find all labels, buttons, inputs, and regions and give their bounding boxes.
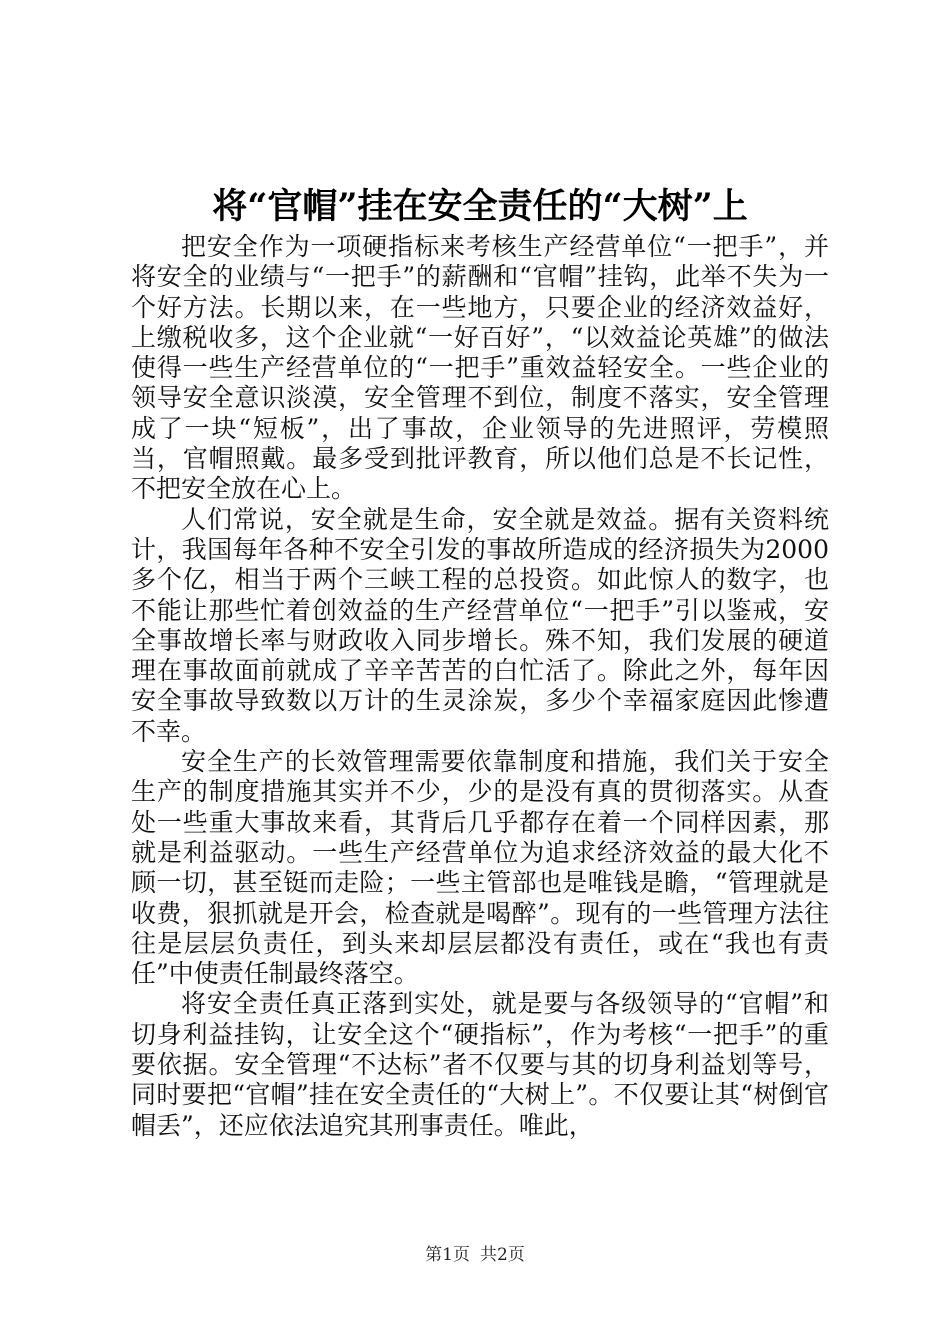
page-total: 共2页 (480, 1245, 525, 1265)
paragraph: 把安全作为一项硬指标来考核生产经营单位“一把手”，并将安全的业绩与“一把手”的薪酬和“官帽”挂钩，此举不失为一个好方法。长期以来，在一些地方，只要企业的经济效益好，上缴税收多，这个企业就“一好百好”，“以效益论英雄”的做法使得一些生产经营单位的“一把手”重效益轻安全。一些企业的领导安全意识淡漠，安全管理不到位，制度不落实，安全管理成了一块“短板”，出了事故，企业领导的先进照评，劳模照当，官帽照戴。最多受到批评教育，所以他们总是不长记性，不把安全放在心上。 (131, 232, 829, 504)
paragraph: 将安全责任真正落到实处，就是要与各级领导的“官帽”和切身利益挂钩，让安全这个“硬指标”，作为考核“一把手”的重要依据。安全管理“不达标”者不仅要与其的切身利益划等号，同时要把“官帽”挂在安全责任的“大树上”。不仅要让其“树倒官帽丢”，还应依法追究其刑事责任。唯此， (131, 989, 829, 1140)
paragraph: 安全生产的长效管理需要依靠制度和措施，我们关于安全生产的制度措施其实并不少，少的是没有真的贯彻落实。从查处一些重大事故来看，其背后几乎都存在着一个同样因素，那就是利益驱动。一些生产经营单位为追求经济效益的最大化不顾一切，甚至铤而走险；一些主管部也是唯钱是瞻，“管理就是收费，狠抓就是开会，检查就是喝醉”。现有的一些管理方法往往是层层负责任，到头来却层层都没有责任，或在“我也有责任”中使责任制最终落空。 (131, 747, 829, 989)
page-footer (0, 1244, 950, 1266)
paragraph: 人们常说，安全就是生命，安全就是效益。据有关资料统计，我国每年各种不安全引发的事故所造成的经济损失为2000多个亿，相当于两个三峡工程的总投资。如此惊人的数字，也不能让那些忙着创效益的生产经营单位“一把手”引以鉴戒，安全事故增长率与财政收入同步增长。殊不知，我们发展的硬道理在事故面前就成了辛辛苦苦的白忙活了。除此之外，每年因安全事故导致数以万计的生灵涂炭，多少个幸福家庭因此惨遭不幸。 (131, 504, 829, 746)
document-body (131, 232, 829, 1141)
document-title: 将“官帽”挂在安全责任的“大树”上 (212, 186, 748, 227)
page-number: 第1页 (425, 1245, 470, 1265)
